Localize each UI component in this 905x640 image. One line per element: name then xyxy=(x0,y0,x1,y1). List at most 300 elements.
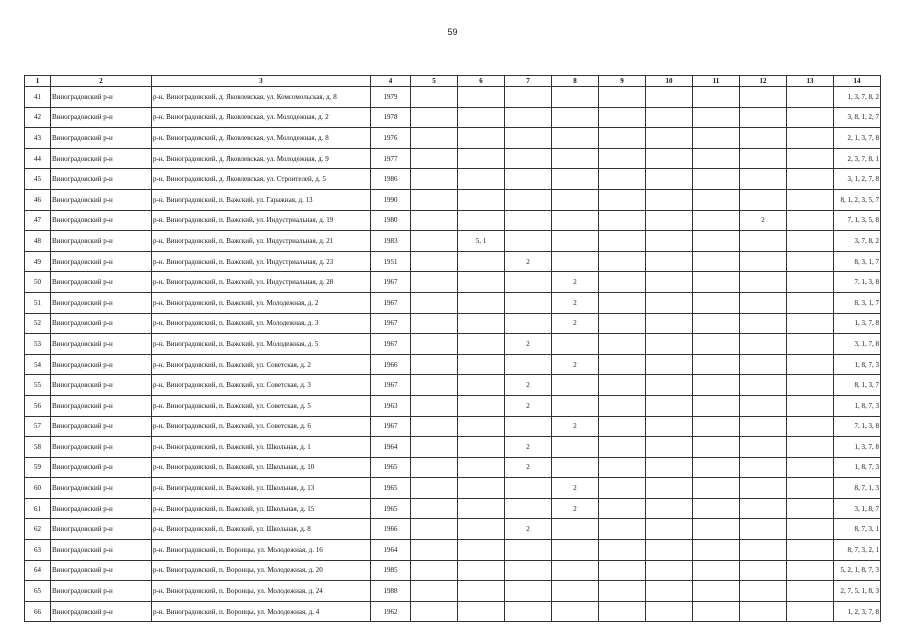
table-cell-col-11 xyxy=(693,395,740,416)
table-cell-col-7: 2 xyxy=(505,395,552,416)
table-cell-col-1: 43 xyxy=(25,128,51,149)
table-cell-col-6 xyxy=(458,334,505,355)
table-cell-col-8 xyxy=(552,128,599,149)
table-cell-col-13 xyxy=(787,313,834,334)
table-cell-col-14: 7, 1, 3, 8 xyxy=(834,272,881,293)
table-cell-col-10 xyxy=(646,498,693,519)
table-cell-col-11 xyxy=(693,478,740,499)
table-cell-col-13 xyxy=(787,272,834,293)
table-cell-col-10 xyxy=(646,231,693,252)
table-cell-col-14: 1, 2, 3, 7, 8 xyxy=(834,601,881,622)
table-cell-col-10 xyxy=(646,540,693,561)
table-cell-col-12 xyxy=(740,519,787,540)
table-cell-col-3: р-н. Виноградовский, п. Воронцы, ул. Молодежная, д. 24 xyxy=(152,581,371,602)
table-cell-col-3: р-н. Виноградовский, п. Важский, ул. Молодежная, д. 3 xyxy=(152,313,371,334)
table-cell-col-4: 1985 xyxy=(371,560,411,581)
table-cell-col-9 xyxy=(599,519,646,540)
table-cell-col-6 xyxy=(458,416,505,437)
table-cell-col-4: 1962 xyxy=(371,601,411,622)
table-cell-col-9 xyxy=(599,128,646,149)
page-number: 59 xyxy=(447,27,458,37)
table-cell-col-6 xyxy=(458,107,505,128)
table-cell-col-4: 1967 xyxy=(371,272,411,293)
table-cell-col-8 xyxy=(552,107,599,128)
table-cell-col-9 xyxy=(599,148,646,169)
table-cell-col-12 xyxy=(740,292,787,313)
column-header-13: 13 xyxy=(787,76,834,87)
table-cell-col-9 xyxy=(599,189,646,210)
table-cell-col-7 xyxy=(505,478,552,499)
table-cell-col-9 xyxy=(599,478,646,499)
table-cell-col-1: 49 xyxy=(25,251,51,272)
table-cell-col-11 xyxy=(693,128,740,149)
table-cell-col-7 xyxy=(505,313,552,334)
table-cell-col-5 xyxy=(411,251,458,272)
table-cell-col-12 xyxy=(740,478,787,499)
table-row xyxy=(25,313,881,334)
table-cell-col-1: 45 xyxy=(25,169,51,190)
table-row xyxy=(25,169,881,190)
table-row xyxy=(25,540,881,561)
table-row xyxy=(25,148,881,169)
header-row xyxy=(25,76,881,87)
table-cell-col-3: р-н. Виноградовский, п. Важский, ул. Молодежная, д. 2 xyxy=(152,292,371,313)
table-cell-col-12 xyxy=(740,375,787,396)
table-cell-col-4: 1966 xyxy=(371,519,411,540)
table-cell-col-2: Виноградовский р-н xyxy=(51,334,152,355)
table-cell-col-4: 1967 xyxy=(371,313,411,334)
table-cell-col-5 xyxy=(411,354,458,375)
table-cell-col-13 xyxy=(787,519,834,540)
table-cell-col-1: 63 xyxy=(25,540,51,561)
table-cell-col-8 xyxy=(552,457,599,478)
table-cell-col-5 xyxy=(411,375,458,396)
table-cell-col-7: 2 xyxy=(505,334,552,355)
table-cell-col-5 xyxy=(411,128,458,149)
table-cell-col-1: 64 xyxy=(25,560,51,581)
table-row xyxy=(25,601,881,622)
table-cell-col-4: 1966 xyxy=(371,354,411,375)
table-row xyxy=(25,128,881,149)
table-cell-col-5 xyxy=(411,498,458,519)
table-cell-col-4: 1983 xyxy=(371,231,411,252)
table-cell-col-12 xyxy=(740,437,787,458)
column-header-3: 3 xyxy=(152,76,371,87)
column-header-14: 14 xyxy=(834,76,881,87)
table-cell-col-5 xyxy=(411,540,458,561)
table-cell-col-13 xyxy=(787,334,834,355)
table-row xyxy=(25,272,881,293)
table-cell-col-10 xyxy=(646,313,693,334)
table-cell-col-2: Виноградовский р-н xyxy=(51,437,152,458)
table-cell-col-7 xyxy=(505,87,552,108)
table-cell-col-14: 1, 3, 7, 8, 2 xyxy=(834,87,881,108)
table-row xyxy=(25,457,881,478)
table-cell-col-4: 1986 xyxy=(371,169,411,190)
table-cell-col-2: Виноградовский р-н xyxy=(51,107,152,128)
table-cell-col-5 xyxy=(411,560,458,581)
table-cell-col-6 xyxy=(458,375,505,396)
table-cell-col-6 xyxy=(458,354,505,375)
table-cell-col-8: 2 xyxy=(552,416,599,437)
table-cell-col-3: р-н. Виноградовский, д. Яковлевская, ул. Молодежная, д. 2 xyxy=(152,107,371,128)
table-cell-col-14: 3, 7, 8, 2 xyxy=(834,231,881,252)
table-cell-col-6 xyxy=(458,540,505,561)
table-cell-col-7 xyxy=(505,272,552,293)
table-cell-col-3: р-н. Виноградовский, п. Важский, ул. Молодежная, д. 5 xyxy=(152,334,371,355)
table-cell-col-14: 1, 8, 7, 3 xyxy=(834,354,881,375)
table-cell-col-14: 3, 1, 7, 8 xyxy=(834,334,881,355)
table-cell-col-13 xyxy=(787,189,834,210)
table-cell-col-4: 1965 xyxy=(371,478,411,499)
table-cell-col-5 xyxy=(411,272,458,293)
table-cell-col-5 xyxy=(411,148,458,169)
table-cell-col-7 xyxy=(505,231,552,252)
table-cell-col-8 xyxy=(552,210,599,231)
table-cell-col-9 xyxy=(599,540,646,561)
table-cell-col-14: 7, 1, 3, 5, 8 xyxy=(834,210,881,231)
table-cell-col-14: 2, 7, 5, 1, 8, 3 xyxy=(834,581,881,602)
table-cell-col-3: р-н. Виноградовский, п. Воронцы, ул. Молодежная, д. 20 xyxy=(152,560,371,581)
table-cell-col-3: р-н. Виноградовский, п. Важский, ул. Индустриальная, д. 28 xyxy=(152,272,371,293)
table-cell-col-8 xyxy=(552,375,599,396)
table-cell-col-2: Виноградовский р-н xyxy=(51,601,152,622)
table-cell-col-3: р-н. Виноградовский, п. Важский, ул. Советская, д. 5 xyxy=(152,395,371,416)
table-cell-col-5 xyxy=(411,334,458,355)
table-cell-col-5 xyxy=(411,87,458,108)
table-cell-col-10 xyxy=(646,437,693,458)
table-cell-col-11 xyxy=(693,272,740,293)
table-row xyxy=(25,334,881,355)
table-cell-col-13 xyxy=(787,210,834,231)
table-cell-col-9 xyxy=(599,334,646,355)
table-row xyxy=(25,354,881,375)
table-cell-col-2: Виноградовский р-н xyxy=(51,478,152,499)
table-cell-col-13 xyxy=(787,560,834,581)
column-header-4: 4 xyxy=(371,76,411,87)
column-header-6: 6 xyxy=(458,76,505,87)
table-cell-col-4: 1978 xyxy=(371,107,411,128)
table-cell-col-5 xyxy=(411,169,458,190)
table-cell-col-2: Виноградовский р-н xyxy=(51,87,152,108)
table-cell-col-13 xyxy=(787,395,834,416)
table-row xyxy=(25,498,881,519)
table-cell-col-14: 2, 1, 3, 7, 8 xyxy=(834,128,881,149)
table-cell-col-5 xyxy=(411,395,458,416)
column-header-11: 11 xyxy=(693,76,740,87)
table-row xyxy=(25,519,881,540)
table-cell-col-11 xyxy=(693,601,740,622)
table-cell-col-5 xyxy=(411,478,458,499)
table-cell-col-9 xyxy=(599,292,646,313)
table-cell-col-12 xyxy=(740,395,787,416)
table-cell-col-14: 7, 1, 3, 8 xyxy=(834,416,881,437)
table-cell-col-10 xyxy=(646,292,693,313)
column-header-5: 5 xyxy=(411,76,458,87)
table-cell-col-9 xyxy=(599,210,646,231)
table-cell-col-1: 52 xyxy=(25,313,51,334)
table-cell-col-11 xyxy=(693,189,740,210)
table-cell-col-3: р-н. Виноградовский, п. Важский, ул. Школьная, д. 10 xyxy=(152,457,371,478)
table-cell-col-14: 3, 8, 1, 2, 7 xyxy=(834,107,881,128)
table-cell-col-8 xyxy=(552,601,599,622)
table-cell-col-14: 2, 3, 7, 8, 1 xyxy=(834,148,881,169)
table-cell-col-9 xyxy=(599,169,646,190)
table-cell-col-2: Виноградовский р-н xyxy=(51,148,152,169)
table-cell-col-10 xyxy=(646,354,693,375)
table-cell-col-5 xyxy=(411,189,458,210)
table-cell-col-2: Виноградовский р-н xyxy=(51,189,152,210)
table-cell-col-9 xyxy=(599,375,646,396)
table-cell-col-4: 1988 xyxy=(371,581,411,602)
table-row xyxy=(25,87,881,108)
table-cell-col-7 xyxy=(505,354,552,375)
table-cell-col-8: 2 xyxy=(552,292,599,313)
table-row xyxy=(25,437,881,458)
table-cell-col-2: Виноградовский р-н xyxy=(51,581,152,602)
table-cell-col-7 xyxy=(505,416,552,437)
table-cell-col-7 xyxy=(505,581,552,602)
table-cell-col-7 xyxy=(505,540,552,561)
table-cell-col-13 xyxy=(787,148,834,169)
table-cell-col-11 xyxy=(693,457,740,478)
table-cell-col-4: 1967 xyxy=(371,292,411,313)
table-cell-col-8 xyxy=(552,540,599,561)
table-row xyxy=(25,231,881,252)
table-cell-col-9 xyxy=(599,395,646,416)
table-cell-col-2: Виноградовский р-н xyxy=(51,128,152,149)
table-cell-col-1: 47 xyxy=(25,210,51,231)
table-cell-col-8: 2 xyxy=(552,313,599,334)
table-cell-col-13 xyxy=(787,169,834,190)
table-cell-col-13 xyxy=(787,292,834,313)
table-cell-col-5 xyxy=(411,231,458,252)
column-header-1: 1 xyxy=(25,76,51,87)
table-cell-col-6 xyxy=(458,251,505,272)
table-cell-col-3: р-н. Виноградовский, д. Яковлевская, ул. Молодежная, д. 8 xyxy=(152,128,371,149)
table-cell-col-11 xyxy=(693,292,740,313)
table-cell-col-5 xyxy=(411,601,458,622)
table-cell-col-5 xyxy=(411,313,458,334)
table-cell-col-12 xyxy=(740,272,787,293)
table-row xyxy=(25,251,881,272)
table-cell-col-1: 55 xyxy=(25,375,51,396)
table-cell-col-5 xyxy=(411,437,458,458)
table-row xyxy=(25,478,881,499)
table-cell-col-6 xyxy=(458,601,505,622)
table-cell-col-2: Виноградовский р-н xyxy=(51,519,152,540)
table-cell-col-3: р-н. Виноградовский, д. Яковлевская, ул. Строителей, д. 5 xyxy=(152,169,371,190)
table-cell-col-2: Виноградовский р-н xyxy=(51,169,152,190)
table-cell-col-6 xyxy=(458,395,505,416)
table-cell-col-12 xyxy=(740,540,787,561)
table-cell-col-10 xyxy=(646,581,693,602)
table-cell-col-1: 41 xyxy=(25,87,51,108)
table-cell-col-1: 50 xyxy=(25,272,51,293)
table-cell-col-7 xyxy=(505,292,552,313)
table-cell-col-7 xyxy=(505,128,552,149)
table-cell-col-6 xyxy=(458,87,505,108)
table-cell-col-12 xyxy=(740,251,787,272)
table-cell-col-12 xyxy=(740,189,787,210)
table-cell-col-3: р-н. Виноградовский, п. Важский, ул. Советская, д. 2 xyxy=(152,354,371,375)
table-cell-col-1: 57 xyxy=(25,416,51,437)
table-cell-col-10 xyxy=(646,478,693,499)
table-cell-col-2: Виноградовский р-н xyxy=(51,272,152,293)
table-row xyxy=(25,375,881,396)
table-cell-col-10 xyxy=(646,457,693,478)
table-cell-col-8 xyxy=(552,334,599,355)
table-cell-col-10 xyxy=(646,519,693,540)
table-cell-col-14: 3, 1, 2, 7, 8 xyxy=(834,169,881,190)
table-cell-col-10 xyxy=(646,334,693,355)
table-cell-col-9 xyxy=(599,251,646,272)
table-cell-col-11 xyxy=(693,581,740,602)
table-cell-col-6 xyxy=(458,498,505,519)
table-cell-col-11 xyxy=(693,519,740,540)
column-header-12: 12 xyxy=(740,76,787,87)
table-cell-col-7: 2 xyxy=(505,437,552,458)
table-cell-col-11 xyxy=(693,416,740,437)
table-cell-col-2: Виноградовский р-н xyxy=(51,354,152,375)
table-cell-col-7 xyxy=(505,169,552,190)
table-cell-col-5 xyxy=(411,581,458,602)
table-cell-col-14: 8, 7, 1, 3 xyxy=(834,478,881,499)
table-cell-col-2: Виноградовский р-н xyxy=(51,457,152,478)
table-cell-col-7 xyxy=(505,560,552,581)
table-cell-col-3: р-н. Виноградовский, п. Важский, ул. Гаражная, д. 13 xyxy=(152,189,371,210)
table-cell-col-10 xyxy=(646,375,693,396)
table-cell-col-12 xyxy=(740,169,787,190)
table-cell-col-6 xyxy=(458,581,505,602)
table-cell-col-6 xyxy=(458,519,505,540)
table-cell-col-5 xyxy=(411,210,458,231)
table-cell-col-14: 8, 1, 3, 7 xyxy=(834,375,881,396)
data-table xyxy=(24,75,881,622)
table-cell-col-1: 58 xyxy=(25,437,51,458)
table-cell-col-8 xyxy=(552,231,599,252)
table-cell-col-5 xyxy=(411,107,458,128)
table-cell-col-1: 59 xyxy=(25,457,51,478)
table-cell-col-2: Виноградовский р-н xyxy=(51,560,152,581)
table-cell-col-11 xyxy=(693,251,740,272)
table-cell-col-12 xyxy=(740,416,787,437)
table-cell-col-13 xyxy=(787,581,834,602)
table-row xyxy=(25,189,881,210)
table-row xyxy=(25,560,881,581)
table-cell-col-10 xyxy=(646,272,693,293)
table-cell-col-9 xyxy=(599,272,646,293)
table-cell-col-13 xyxy=(787,498,834,519)
table-cell-col-13 xyxy=(787,437,834,458)
table-cell-col-14: 3, 1, 8, 7 xyxy=(834,498,881,519)
table-cell-col-9 xyxy=(599,87,646,108)
table-cell-col-3: р-н. Виноградовский, п. Важский, ул. Индустриальная, д. 23 xyxy=(152,251,371,272)
table-cell-col-6 xyxy=(458,189,505,210)
table-cell-col-9 xyxy=(599,313,646,334)
table-cell-col-7: 2 xyxy=(505,457,552,478)
table-cell-col-13 xyxy=(787,231,834,252)
table-cell-col-11 xyxy=(693,169,740,190)
table-cell-col-3: р-н. Виноградовский, п. Важский, ул. Индустриальная, д. 21 xyxy=(152,231,371,252)
table-cell-col-2: Виноградовский р-н xyxy=(51,210,152,231)
table-cell-col-11 xyxy=(693,148,740,169)
table-row xyxy=(25,416,881,437)
table-cell-col-12: 2 xyxy=(740,210,787,231)
table-cell-col-12 xyxy=(740,107,787,128)
table-cell-col-4: 1979 xyxy=(371,87,411,108)
table-cell-col-11 xyxy=(693,375,740,396)
table-cell-col-3: р-н. Виноградовский, п. Важский, ул. Советская, д. 3 xyxy=(152,375,371,396)
table-cell-col-6 xyxy=(458,292,505,313)
table-cell-col-4: 1967 xyxy=(371,416,411,437)
table-cell-col-12 xyxy=(740,601,787,622)
table-cell-col-10 xyxy=(646,189,693,210)
table-cell-col-14: 1, 3, 7, 8 xyxy=(834,437,881,458)
table-cell-col-3: р-н. Виноградовский, д. Яковлевская, ул. Комсомольская, д. 8 xyxy=(152,87,371,108)
table-cell-col-8 xyxy=(552,169,599,190)
table-cell-col-11 xyxy=(693,540,740,561)
table-cell-col-11 xyxy=(693,313,740,334)
table-cell-col-13 xyxy=(787,107,834,128)
table-cell-col-1: 56 xyxy=(25,395,51,416)
table-cell-col-6 xyxy=(458,169,505,190)
table-cell-col-3: р-н. Виноградовский, п. Важский, ул. Советская, д. 6 xyxy=(152,416,371,437)
table-cell-col-12 xyxy=(740,128,787,149)
table-cell-col-13 xyxy=(787,416,834,437)
table-cell-col-3: р-н. Виноградовский, п. Важский, ул. Школьная, д. 15 xyxy=(152,498,371,519)
table-cell-col-1: 44 xyxy=(25,148,51,169)
table-cell-col-9 xyxy=(599,601,646,622)
table-cell-col-8 xyxy=(552,560,599,581)
table-cell-col-6 xyxy=(458,148,505,169)
table-cell-col-7 xyxy=(505,498,552,519)
table-cell-col-14: 8, 3, 1, 7 xyxy=(834,292,881,313)
table-cell-col-12 xyxy=(740,231,787,252)
table-cell-col-8 xyxy=(552,87,599,108)
table-cell-col-2: Виноградовский р-н xyxy=(51,251,152,272)
table-cell-col-4: 1967 xyxy=(371,375,411,396)
table-row xyxy=(25,581,881,602)
table-cell-col-9 xyxy=(599,416,646,437)
table-cell-col-8 xyxy=(552,251,599,272)
table-cell-col-4: 1980 xyxy=(371,210,411,231)
table-cell-col-2: Виноградовский р-н xyxy=(51,292,152,313)
table-cell-col-3: р-н. Виноградовский, д. Яковлевская, ул. Молодежная, д. 9 xyxy=(152,148,371,169)
table-cell-col-4: 1990 xyxy=(371,189,411,210)
table-cell-col-10 xyxy=(646,560,693,581)
table-cell-col-8 xyxy=(552,189,599,210)
table-cell-col-13 xyxy=(787,601,834,622)
table-cell-col-11 xyxy=(693,498,740,519)
table-cell-col-10 xyxy=(646,87,693,108)
table-cell-col-1: 46 xyxy=(25,189,51,210)
table-cell-col-10 xyxy=(646,601,693,622)
table-cell-col-3: р-н. Виноградовский, п. Важский, ул. Школьная, д. 13 xyxy=(152,478,371,499)
table-cell-col-14: 1, 8, 7, 3 xyxy=(834,457,881,478)
table-cell-col-6 xyxy=(458,437,505,458)
table-cell-col-12 xyxy=(740,457,787,478)
table-cell-col-10 xyxy=(646,210,693,231)
table-cell-col-2: Виноградовский р-н xyxy=(51,395,152,416)
table-cell-col-9 xyxy=(599,457,646,478)
table-cell-col-4: 1965 xyxy=(371,498,411,519)
table-cell-col-13 xyxy=(787,375,834,396)
table-cell-col-8 xyxy=(552,437,599,458)
table-cell-col-2: Виноградовский р-н xyxy=(51,498,152,519)
table-cell-col-9 xyxy=(599,231,646,252)
table-cell-col-13 xyxy=(787,478,834,499)
